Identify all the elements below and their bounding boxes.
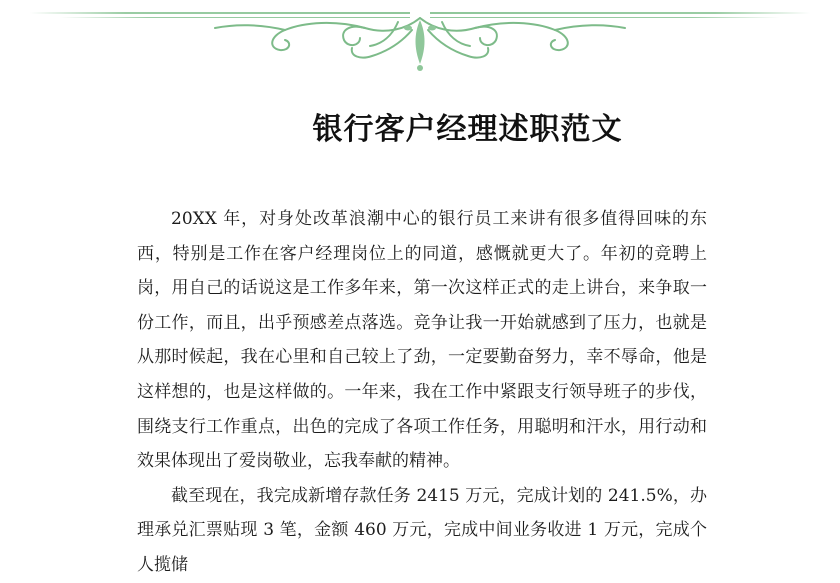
paragraph-1: 20XX 年，对身处改革浪潮中心的银行员工来讲有很多值得回味的东西，特别是工作在客户经理岗位上的同道，感慨就更大了。年初的竞聘上岗，用自己的话说这是工作多年来，第一次这样正式的走上讲台，来争取一份工作，而且，出乎预感差点落选。竞争让我一开始就感到了压力，也就是从那时候起，我在心里和自己较上了劲，一定要勤奋努力，幸不辱命，他是这样想的，也是这样做的。一年来，我在工作中紧跟支行领导班子的步伐，围绕支行工作重点，出色的完成了各项工作任务，用聪明和汗水，用行动和效果体现出了爱岗敬业，忘我奉献的精神。 [137,209,707,472]
header-ornament [0,0,840,75]
document-body [137,202,707,583]
document-title: 银行客户经理述职范文 [312,112,623,147]
paragraph-2: 截至现在，我完成新增存款任务 2415 万元，完成计划的 241.5%，办理承兑汇票贴现 3 笔，金额 460 万元，完成中间业务收进 1 万元，完成个人揽储 [137,485,707,575]
